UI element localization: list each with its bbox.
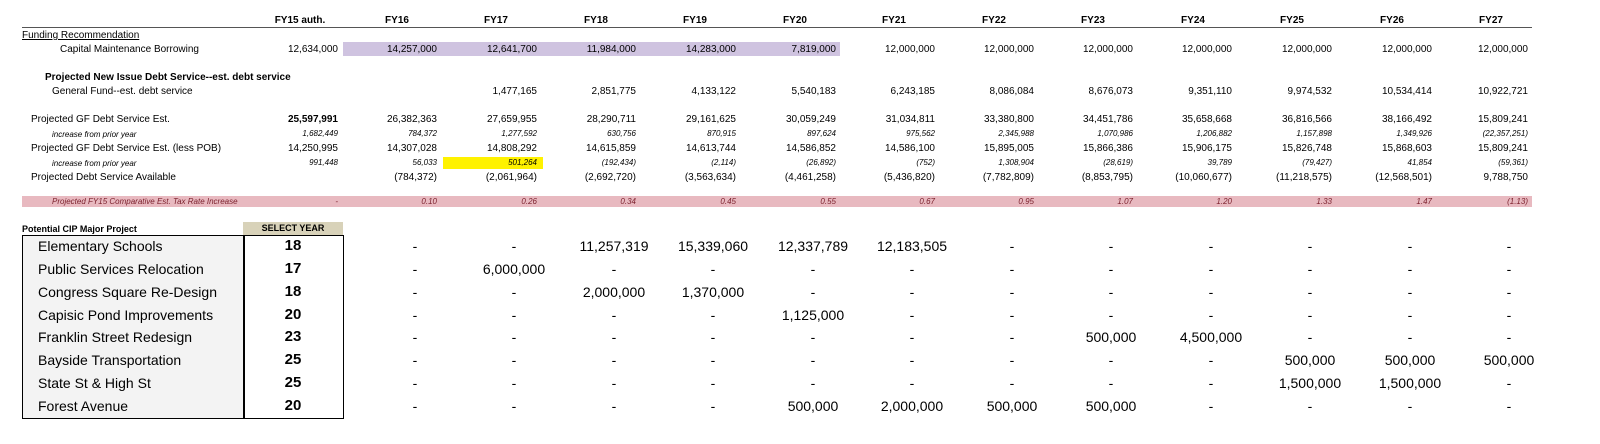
- project-select-year[interactable]: 17: [284, 260, 302, 277]
- column-header: FY17: [484, 15, 508, 26]
- project-year-value: -: [909, 329, 915, 345]
- general-fund-value: 4,133,122: [691, 86, 736, 97]
- tax-rate-value: 1.07: [1117, 197, 1133, 206]
- project-year-value: -: [710, 261, 716, 277]
- project-year-value: -: [1407, 238, 1413, 254]
- tax-rate-label: Projected FY15 Comparative Est. Tax Rate Increase: [52, 197, 238, 206]
- project-year-value: 500,000: [1483, 352, 1535, 368]
- project-year-value: -: [1208, 238, 1214, 254]
- project-year-value: -: [511, 238, 517, 254]
- project-select-year[interactable]: 25: [284, 351, 302, 368]
- project-select-year[interactable]: 18: [284, 283, 302, 300]
- project-year-value: -: [611, 398, 617, 414]
- gf-debt-less-pob-value: 15,868,603: [1381, 143, 1432, 154]
- debt-available-value: (2,061,964): [485, 172, 537, 183]
- project-year-value: 500,000: [1085, 329, 1137, 345]
- project-year-value: -: [810, 375, 816, 391]
- project-year-value: 2,000,000: [880, 398, 944, 414]
- gf-debt-less-pob-increase-value: (26,892): [806, 158, 836, 167]
- project-year-value: -: [1108, 238, 1114, 254]
- gf-debt-increase-value: 630,756: [607, 129, 636, 138]
- gf-debt-value: 25,597,991: [287, 114, 338, 125]
- debt-available-value: (3,563,634): [684, 172, 736, 183]
- gf-debt-increase-value: 1,682,449: [302, 129, 338, 138]
- debt-available-label: Projected Debt Service Available: [31, 172, 176, 183]
- project-year-value: -: [1009, 375, 1015, 391]
- project-year-value: -: [1208, 352, 1214, 368]
- project-year-value: -: [710, 398, 716, 414]
- gf-debt-increase-value: 897,624: [807, 129, 836, 138]
- column-header: FY16: [385, 15, 409, 26]
- project-year-value: -: [1307, 398, 1313, 414]
- project-year-value: -: [1009, 352, 1015, 368]
- general-fund-value: 2,851,775: [591, 86, 636, 97]
- project-year-value: -: [1506, 329, 1512, 345]
- gf-debt-less-pob-value: 14,808,292: [486, 143, 537, 154]
- capital-maintenance-value: 12,000,000: [983, 44, 1034, 55]
- project-year-value: -: [1407, 398, 1413, 414]
- general-fund-value: 8,676,073: [1088, 86, 1133, 97]
- gf-debt-value: 36,816,566: [1281, 114, 1332, 125]
- debt-available-value: (784,372): [394, 172, 437, 183]
- gf-debt-value: 31,034,811: [885, 114, 935, 125]
- debt-available-value: (7,782,809): [982, 172, 1034, 183]
- gf-debt-increase-value: 2,345,988: [998, 129, 1034, 138]
- project-year-value: -: [1208, 261, 1214, 277]
- project-year-value: -: [1108, 352, 1114, 368]
- gf-debt-value: 38,166,492: [1381, 114, 1432, 125]
- general-fund-value: 6,243,185: [890, 86, 935, 97]
- capital-maintenance-value: 12,000,000: [884, 44, 935, 55]
- project-year-value: 2,000,000: [582, 284, 646, 300]
- project-year-value: -: [412, 261, 418, 277]
- project-year-value: -: [412, 398, 418, 414]
- general-fund-value: 10,922,721: [1477, 86, 1528, 97]
- project-name: State St & High St: [38, 375, 151, 391]
- project-year-value: -: [1407, 261, 1413, 277]
- tax-rate-value: 0.10: [421, 197, 437, 206]
- project-year-value: -: [1108, 261, 1114, 277]
- project-year-value: -: [611, 352, 617, 368]
- gf-debt-less-pob-increase-value: 991,448: [309, 158, 338, 167]
- project-year-value: -: [611, 375, 617, 391]
- gf-debt-increase-value: 975,562: [906, 129, 935, 138]
- project-year-value: -: [1108, 284, 1114, 300]
- project-year-value: -: [1506, 307, 1512, 323]
- debt-available-value: (12,568,501): [1375, 172, 1432, 183]
- header-underline: [22, 27, 1532, 28]
- project-name: Bayside Transportation: [38, 352, 182, 368]
- gf-debt-less-pob-increase-value: 501,264: [508, 158, 537, 167]
- project-year-value: -: [1108, 307, 1114, 323]
- debt-available-value: (10,060,677): [1175, 172, 1232, 183]
- capital-maintenance-value: 12,000,000: [1281, 44, 1332, 55]
- gf-debt-less-pob-value: 14,613,744: [685, 143, 736, 154]
- project-year-value: -: [710, 307, 716, 323]
- project-year-value: -: [511, 375, 517, 391]
- tax-rate-value: 0.34: [620, 197, 636, 206]
- gf-debt-less-pob-value: 14,586,100: [884, 143, 935, 154]
- project-year-value: -: [511, 329, 517, 345]
- column-header: FY25: [1280, 15, 1304, 26]
- project-year-value: -: [1307, 261, 1313, 277]
- gf-debt-less-pob-value: 15,866,386: [1082, 143, 1133, 154]
- project-year-value: 500,000: [986, 398, 1038, 414]
- gf-debt-less-pob-increase-value: (2,114): [711, 158, 736, 167]
- gf-debt-increase-label: increase from prior year: [52, 130, 137, 139]
- project-year-value: -: [412, 352, 418, 368]
- gf-debt-increase-value: 1,157,898: [1296, 129, 1332, 138]
- project-year-value: -: [710, 352, 716, 368]
- gf-debt-less-pob-value: 14,307,028: [386, 143, 437, 154]
- project-year-value: -: [1208, 375, 1214, 391]
- gf-debt-value: 34,451,786: [1082, 114, 1133, 125]
- gf-debt-value: 27,659,955: [486, 114, 537, 125]
- tax-rate-value: 0.55: [820, 197, 836, 206]
- gf-debt-less-pob-increase-value: (752): [916, 158, 935, 167]
- capital-maintenance-value: 11,984,000: [586, 44, 636, 55]
- project-name: Public Services Relocation: [38, 261, 204, 277]
- tax-rate-value: 1.20: [1216, 197, 1232, 206]
- project-year-value: -: [909, 375, 915, 391]
- capital-maintenance-value: 14,257,000: [386, 44, 437, 55]
- column-header: FY22: [982, 15, 1006, 26]
- gf-debt-less-pob-increase-value: 41,854: [1407, 158, 1432, 167]
- project-year-value: -: [412, 375, 418, 391]
- project-year-value: -: [909, 284, 915, 300]
- gf-debt-value: 33,380,800: [983, 114, 1034, 125]
- gf-debt-less-pob-value: 14,250,995: [287, 143, 338, 154]
- project-year-value: -: [1307, 238, 1313, 254]
- project-year-value: -: [1009, 284, 1015, 300]
- gf-debt-less-pob-value: 15,895,005: [983, 143, 1034, 154]
- gf-debt-less-pob-value: 15,826,748: [1281, 143, 1332, 154]
- project-year-value: 11,257,319: [579, 238, 649, 254]
- gf-debt-value: 15,809,241: [1477, 114, 1528, 125]
- capital-maintenance-value: 12,000,000: [1181, 44, 1232, 55]
- capital-maintenance-value: 7,819,000: [791, 44, 836, 55]
- project-year-value: -: [611, 307, 617, 323]
- capital-maintenance-value: 12,000,000: [1381, 44, 1432, 55]
- column-header: FY23: [1081, 15, 1105, 26]
- project-year-value: 6,000,000: [482, 261, 546, 277]
- project-select-year[interactable]: 20: [284, 306, 302, 323]
- column-header: FY24: [1181, 15, 1205, 26]
- project-year-value: -: [611, 261, 617, 277]
- project-year-value: -: [810, 261, 816, 277]
- select-year-header: SELECT YEAR: [243, 222, 343, 235]
- debt-available-value: (5,436,820): [883, 172, 935, 183]
- cip-title: Potential CIP Major Project: [22, 224, 137, 234]
- tax-rate-value: 1.33: [1316, 197, 1332, 206]
- project-year-value: -: [810, 284, 816, 300]
- general-fund-value: 5,540,183: [791, 86, 836, 97]
- project-year-value: -: [611, 329, 617, 345]
- gf-debt-less-pob-increase-label: increase from prior year: [52, 159, 137, 168]
- capital-maintenance-label: Capital Maintenance Borrowing: [60, 44, 199, 55]
- gf-debt-value: 28,290,711: [586, 114, 636, 125]
- general-fund-label: General Fund--est. debt service: [52, 86, 193, 97]
- column-header: FY15 auth.: [274, 15, 326, 26]
- capital-maintenance-value: 12,641,700: [486, 44, 537, 55]
- project-year-value: -: [1506, 238, 1512, 254]
- project-year-value: -: [412, 307, 418, 323]
- gf-debt-less-pob-increase-value: 1,308,904: [998, 158, 1034, 167]
- project-year-value: -: [1208, 284, 1214, 300]
- gf-debt-increase-value: 1,349,926: [1396, 129, 1432, 138]
- project-year-value: -: [511, 284, 517, 300]
- project-year-value: -: [810, 329, 816, 345]
- project-name: Congress Square Re-Design: [38, 284, 217, 300]
- column-header: FY20: [783, 15, 807, 26]
- gf-debt-less-pob-value: 14,586,852: [785, 143, 836, 154]
- gf-debt-less-pob-value: 15,809,241: [1477, 143, 1528, 154]
- capital-maintenance-value: 12,000,000: [1477, 44, 1528, 55]
- gf-debt-less-pob-increase-value: (79,427): [1302, 158, 1332, 167]
- debt-available-value: (8,853,795): [1081, 172, 1133, 183]
- gf-debt-label: Projected GF Debt Service Est.: [31, 114, 170, 125]
- column-header: FY21: [882, 15, 906, 26]
- project-select-year[interactable]: 23: [284, 328, 302, 345]
- gf-debt-value: 30,059,249: [785, 114, 836, 125]
- project-year-value: -: [1108, 375, 1114, 391]
- project-year-value: -: [909, 307, 915, 323]
- project-year-value: -: [511, 352, 517, 368]
- project-year-value: -: [1307, 307, 1313, 323]
- capital-maintenance-value: 14,283,000: [685, 44, 736, 55]
- gf-debt-less-pob-value: 15,906,175: [1181, 143, 1232, 154]
- capital-maintenance-value: 12,000,000: [1082, 44, 1133, 55]
- project-year-value: -: [412, 284, 418, 300]
- project-year-value: 500,000: [787, 398, 839, 414]
- column-header: FY27: [1479, 15, 1503, 26]
- project-year-value: -: [1307, 284, 1313, 300]
- gf-debt-value: 35,658,668: [1181, 114, 1232, 125]
- tax-rate-value: 0.67: [919, 197, 935, 206]
- gf-debt-less-pob-increase-value: 56,033: [412, 158, 437, 167]
- project-year-value: 12,183,505: [876, 238, 948, 254]
- gf-debt-increase-value: 784,372: [408, 129, 437, 138]
- gf-debt-less-pob-increase-value: (28,619): [1103, 158, 1133, 167]
- tax-rate-value: (1.13): [1507, 197, 1528, 206]
- project-year-value: -: [1307, 329, 1313, 345]
- column-header: FY19: [683, 15, 707, 26]
- project-year-value: -: [1506, 261, 1512, 277]
- column-header: FY26: [1380, 15, 1404, 26]
- tax-rate-value: 0.45: [720, 197, 736, 206]
- tax-rate-value: 1.47: [1416, 197, 1432, 206]
- funding-recommendation-title: Funding Recommendation: [22, 30, 140, 41]
- project-name: Franklin Street Redesign: [38, 329, 193, 345]
- tax-rate-value: 0.26: [521, 197, 537, 206]
- gf-debt-less-pob-value: 14,615,859: [585, 143, 636, 154]
- project-select-year[interactable]: 18: [284, 237, 302, 254]
- project-year-value: -: [909, 261, 915, 277]
- project-year-value: 500,000: [1085, 398, 1137, 414]
- project-year-value: -: [1009, 329, 1015, 345]
- project-year-value: -: [1407, 284, 1413, 300]
- general-fund-value: 9,351,110: [1188, 86, 1232, 97]
- project-select-year[interactable]: 20: [284, 397, 302, 414]
- debt-available-value: (2,692,720): [584, 172, 636, 183]
- project-year-value: -: [1506, 284, 1512, 300]
- project-year-value: 15,339,060: [677, 238, 749, 254]
- new-issue-title: Projected New Issue Debt Service--est. debt service: [45, 72, 291, 83]
- debt-available-value: (11,218,575): [1276, 172, 1332, 183]
- debt-available-value: (4,461,258): [784, 172, 836, 183]
- general-fund-value: 10,534,414: [1381, 86, 1432, 97]
- project-year-value: 1,370,000: [681, 284, 745, 300]
- gf-debt-increase-value: 870,915: [707, 129, 736, 138]
- project-year-value: -: [810, 352, 816, 368]
- project-year-value: -: [1506, 375, 1512, 391]
- gf-debt-increase-value: 1,277,592: [501, 129, 537, 138]
- project-year-value: 4,500,000: [1179, 329, 1243, 345]
- project-year-value: -: [710, 375, 716, 391]
- tax-rate-value: -: [335, 197, 338, 206]
- gf-debt-increase-value: (22,357,251): [1482, 129, 1528, 138]
- project-name: Elementary Schools: [38, 238, 163, 254]
- project-year-value: -: [1407, 329, 1413, 345]
- project-year-value: -: [412, 238, 418, 254]
- project-year-value: 500,000: [1284, 352, 1336, 368]
- project-year-value: -: [1009, 307, 1015, 323]
- project-select-year[interactable]: 25: [284, 374, 302, 391]
- project-name: Capisic Pond Improvements: [38, 307, 214, 323]
- debt-available-value: 9,788,750: [1483, 172, 1528, 183]
- gf-debt-value: 26,382,363: [386, 114, 437, 125]
- gf-debt-increase-value: 1,070,986: [1097, 129, 1133, 138]
- project-year-value: 1,500,000: [1278, 375, 1342, 391]
- general-fund-value: 8,086,084: [989, 86, 1034, 97]
- project-year-value: -: [511, 398, 517, 414]
- project-year-value: -: [1407, 307, 1413, 323]
- project-year-value: 1,125,000: [781, 307, 845, 323]
- project-year-value: -: [909, 352, 915, 368]
- project-year-value: -: [1009, 261, 1015, 277]
- project-year-value: -: [412, 329, 418, 345]
- column-header: FY18: [584, 15, 608, 26]
- project-year-value: -: [1009, 238, 1015, 254]
- gf-debt-increase-value: 1,206,882: [1196, 129, 1232, 138]
- general-fund-value: 9,974,532: [1287, 86, 1332, 97]
- project-year-value: 12,337,789: [777, 238, 849, 254]
- project-year-value: 1,500,000: [1378, 375, 1442, 391]
- project-year-value: -: [1208, 307, 1214, 323]
- project-name: Forest Avenue: [38, 398, 129, 414]
- capital-maintenance-value: 12,634,000: [287, 44, 338, 55]
- project-year-value: -: [1506, 398, 1512, 414]
- project-year-value: -: [1208, 398, 1214, 414]
- gf-debt-less-pob-increase-value: (59,361): [1498, 158, 1528, 167]
- general-fund-value: 1,477,165: [492, 86, 537, 97]
- gf-debt-less-pob-increase-value: (192,434): [601, 158, 636, 167]
- project-year-value: -: [511, 307, 517, 323]
- tax-rate-value: 0.95: [1018, 197, 1034, 206]
- project-year-value: -: [710, 329, 716, 345]
- gf-debt-value: 29,161,625: [685, 114, 736, 125]
- project-year-value: 500,000: [1384, 352, 1436, 368]
- gf-debt-less-pob-increase-value: 39,789: [1207, 158, 1232, 167]
- gf-debt-less-pob-label: Projected GF Debt Service Est. (less POB): [31, 143, 222, 154]
